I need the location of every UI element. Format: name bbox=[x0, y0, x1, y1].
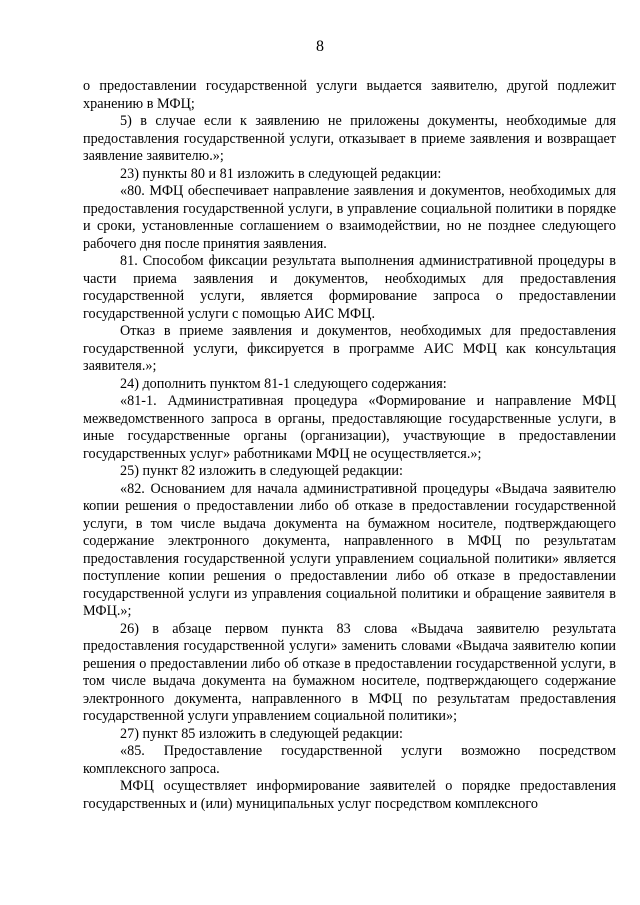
document-body bbox=[83, 78, 616, 813]
page-number: 8 bbox=[316, 38, 324, 55]
paragraph: 27) пункт 85 изложить в следующей редакции: bbox=[120, 725, 403, 742]
paragraph: о предоставлении государственной услуги выдается заявителю, другой подлежит хранению в МФЦ; bbox=[83, 78, 616, 112]
paragraph: Отказ в приеме заявления и документов, необходимых для предоставления государственной услуги, фиксируется в программе АИС МФЦ как консультация заявителя.»; bbox=[83, 323, 616, 374]
paragraph: 25) пункт 82 изложить в следующей редакции: bbox=[120, 463, 403, 479]
paragraph: МФЦ осуществляет информирование заявителей о порядке предоставления государственных и (или) муниципальных услуг посредством комплексного bbox=[83, 778, 616, 812]
paragraph: «80. МФЦ обеспечивает направление заявления и документов, необходимых для предоставления государственной услуги, в управление социальной политики в порядке и сроки, установленные соглашением о взаимодействии, но не позднее следующего рабочего дня после принятия заявления. bbox=[83, 183, 616, 252]
paragraph: «81-1. Административная процедура «Формирование и направление МФЦ межведомственного запроса в органы, предоставляющие государственные услуги, в иные государственные органы (организации), участвующие в предоставлении государственных услуг» работниками МФЦ не осуществляется.»; bbox=[83, 393, 616, 462]
paragraph: «82. Основанием для начала административной процедуры «Выдача заявителю копии решения о предоставлении либо об отказе в предоставлении государственной услуги, в том числе выдача документа на бумажном носителе, подтверждающего содержание электронного документа, направленного в МФЦ по результатам предоставления государственной услуги управлением социальной политики» является поступление копии решения о предоставлении либо об отказе в предоставлении государственной услуги из управления социальной политики и обращение заявителя в МФЦ.»; bbox=[83, 480, 616, 619]
paragraph: 24) дополнить пунктом 81-1 следующего содержания: bbox=[120, 375, 447, 392]
paragraph: 81. Способом фиксации результата выполнения административной процедуры в части приема заявления и документов, необходимых для предоставления государственной услуги, является формирование запроса о предоставлении государственной услуги с помощью АИС МФЦ. bbox=[83, 253, 616, 322]
paragraph: 5) в случае если к заявлению не приложены документы, необходимые для предоставления государственной услуги, отказывает в приеме заявления и возвращает заявление заявителю.»; bbox=[83, 113, 616, 164]
paragraph: 26) в абзаце первом пункта 83 слова «Выдача заявителю результата предоставления государственной услуги» заменить словами «Выдача заявителю копии решения о предоставлении либо об отказе в предоставлении государственной услуги, в том числе выдача документа на бумажном носителе, подтверждающего содержание электронного документа, направленного в МФЦ по результатам предоставления государственной услуги управлением социальной политики»; bbox=[83, 620, 616, 724]
paragraph: «85. Предоставление государственной услуги возможно посредством комплексного запроса. bbox=[83, 743, 616, 777]
paragraph: 23) пункты 80 и 81 изложить в следующей редакции: bbox=[120, 165, 442, 182]
